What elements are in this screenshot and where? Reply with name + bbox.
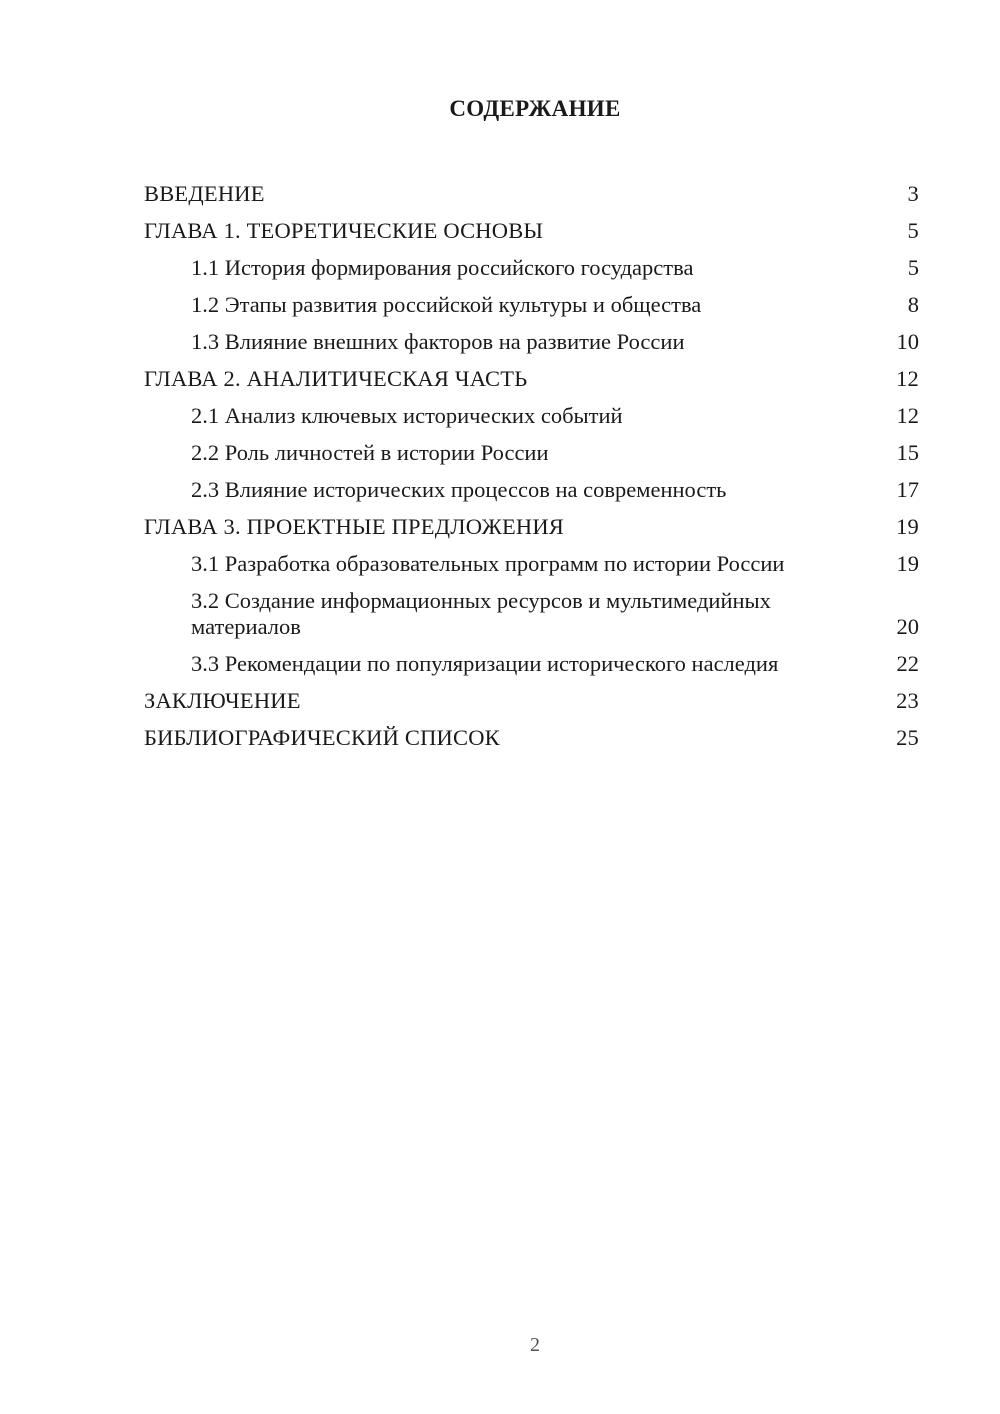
toc-entry-title: ГЛАВА 2. АНАЛИТИЧЕСКАЯ ЧАСТЬ bbox=[144, 366, 528, 391]
toc-subentry bbox=[144, 540, 919, 577]
toc-subentry bbox=[144, 244, 919, 281]
toc-entry-page: 15 bbox=[896, 440, 919, 465]
toc-entry bbox=[144, 170, 919, 207]
toc-entry-title: БИБЛИОГРАФИЧЕСКИЙ СПИСОК bbox=[144, 725, 500, 750]
toc-entry-title: 2.3 Влияние исторических процессов на современность bbox=[191, 477, 727, 502]
toc-entry-title: ВВЕДЕНИЕ bbox=[144, 181, 265, 206]
page-number: 2 bbox=[530, 1334, 540, 1356]
toc-entry bbox=[144, 355, 919, 392]
toc-entry bbox=[144, 503, 919, 540]
toc-entry-page: 5 bbox=[907, 218, 919, 243]
toc-entry-title: 3.3 Рекомендации по популяризации исторического наследия bbox=[191, 651, 779, 676]
toc-entry bbox=[144, 714, 919, 751]
toc-entry-page: 12 bbox=[896, 403, 919, 428]
toc-entry-page: 19 bbox=[896, 551, 919, 576]
toc-entry-page: 20 bbox=[896, 614, 919, 639]
toc-entry-title: ГЛАВА 3. ПРОЕКТНЫЕ ПРЕДЛОЖЕНИЯ bbox=[144, 514, 565, 539]
table-of-contents bbox=[144, 170, 919, 751]
page-title: СОДЕРЖАНИЕ bbox=[449, 96, 621, 121]
toc-subentry bbox=[144, 281, 919, 318]
toc-entry-title: 3.2 Создание информационных ресурсов и мультимедийных материалов bbox=[191, 588, 771, 639]
toc-entry-page: 25 bbox=[896, 725, 919, 750]
toc-entry-page: 8 bbox=[907, 292, 919, 317]
toc-subentry bbox=[144, 640, 919, 677]
toc-entry-page: 3 bbox=[907, 181, 919, 206]
toc-entry-title: ГЛАВА 1. ТЕОРЕТИЧЕСКИЕ ОСНОВЫ bbox=[144, 218, 544, 243]
toc-subentry bbox=[144, 392, 919, 429]
toc-entry-title: 2.1 Анализ ключевых исторических событий bbox=[191, 403, 623, 428]
toc-entry-title: 3.1 Разработка образовательных программ по истории России bbox=[191, 551, 785, 576]
toc-entry-page: 5 bbox=[907, 255, 919, 280]
toc-subentry bbox=[144, 318, 919, 355]
toc-entry-page: 19 bbox=[896, 514, 919, 539]
toc-subentry bbox=[144, 577, 919, 640]
toc-entry-page: 22 bbox=[896, 651, 919, 676]
toc-entry-page: 17 bbox=[896, 477, 919, 502]
toc-subentry bbox=[144, 466, 919, 503]
toc-entry-title: 1.3 Влияние внешних факторов на развитие России bbox=[191, 329, 685, 354]
toc-entry bbox=[144, 677, 919, 714]
toc-entry-title: 2.2 Роль личностей в истории России bbox=[191, 440, 549, 465]
toc-entry-title: ЗАКЛЮЧЕНИЕ bbox=[144, 688, 301, 713]
toc-entry-title: 1.1 История формирования российского государства bbox=[191, 255, 694, 280]
toc-entry-title: 1.2 Этапы развития российской культуры и общества bbox=[191, 292, 702, 317]
toc-entry-page: 12 bbox=[896, 366, 919, 391]
toc-entry-page: 10 bbox=[896, 329, 919, 354]
toc-entry-page: 23 bbox=[896, 688, 919, 713]
toc-entry bbox=[144, 207, 919, 244]
toc-subentry bbox=[144, 429, 919, 466]
